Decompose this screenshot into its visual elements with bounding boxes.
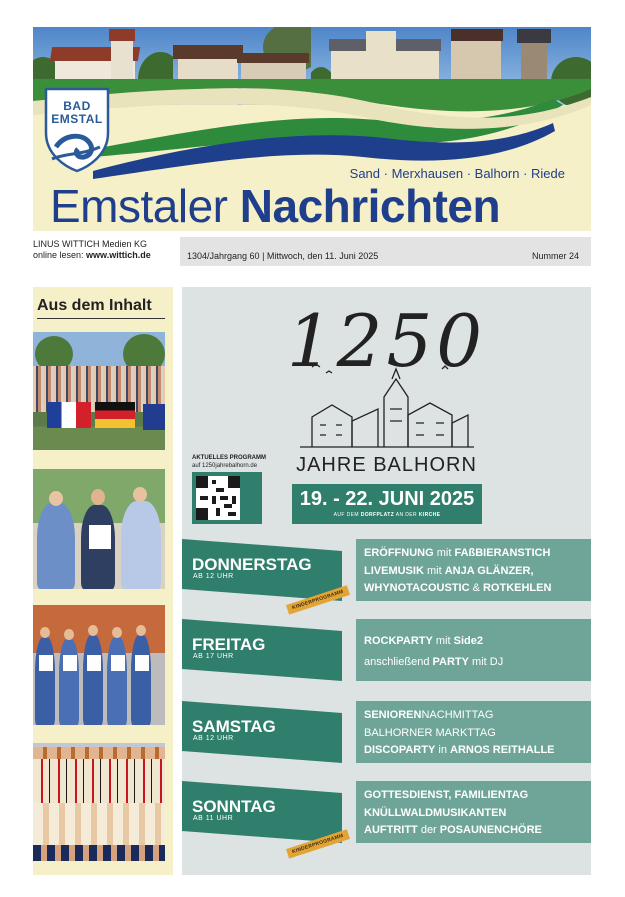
program-panel-thursday — [356, 539, 591, 601]
photo-children-certificates[interactable] — [33, 605, 165, 725]
day-time-sunday: AB 11 UHR — [193, 815, 234, 822]
publisher-name: LINUS WITTICH Medien KG — [33, 239, 148, 249]
day-time-friday: AB 17 UHR — [193, 653, 234, 660]
act-line: DISCOPARTY in ARNOS REITHALLE — [364, 744, 555, 756]
bad-emstal-crest — [42, 85, 112, 173]
festival-dates: 19. - 22. JUNI 2025 — [299, 488, 475, 510]
act-line: GOTTESDIENST, FAMILIENTAG — [364, 789, 529, 801]
photo-crowd-flags[interactable] — [33, 332, 165, 450]
festival-venue — [292, 512, 482, 518]
day-row-friday — [182, 619, 591, 681]
photo-award-ceremony[interactable] — [33, 469, 165, 589]
program-panel-friday — [356, 619, 591, 681]
contents-title: Aus dem Inhalt — [37, 297, 165, 319]
crest-name-emstal: EMSTAL — [51, 112, 103, 126]
photo-girls-team[interactable] — [33, 743, 165, 861]
act-line: anschließend PARTY mit DJ — [364, 656, 504, 668]
qr-code-box[interactable] — [192, 472, 262, 524]
act-line: WHYNOTACOUSTIC & ROTKEHLEN — [364, 582, 552, 594]
online-label: online lesen: — [33, 250, 87, 260]
district-names: Sand · Merxhausen · Balhorn · Riede — [349, 166, 565, 181]
newspaper-title — [50, 182, 500, 230]
day-name-sunday: SONNTAG — [192, 797, 276, 816]
flag-europe-icon — [143, 404, 165, 430]
program-panel-saturday — [356, 701, 591, 763]
flag-france-icon — [47, 402, 91, 428]
venue-church: KIRCHE — [418, 512, 441, 518]
certificates-row-icon — [39, 655, 149, 671]
balhorn-festival-poster — [182, 287, 591, 875]
day-name-saturday: SAMSTAG — [192, 717, 276, 736]
masthead — [33, 27, 591, 231]
festival-dates-box — [292, 484, 482, 524]
venue-prefix: AUF DEM — [333, 512, 361, 518]
issue-info-bar — [33, 237, 591, 266]
issue-date: 1304/Jahrgang 60 | Mittwoch, den 11. Juni 2025 — [187, 251, 379, 261]
balhorn-town-sketch-icon — [292, 359, 482, 451]
day-row-thursday — [182, 539, 591, 612]
program-url[interactable]: auf 1250jahrebalhorn.de — [192, 463, 258, 469]
act-line: ERÖFFNUNG mit FAßBIERANSTICH — [364, 547, 551, 559]
act-line: AUFTRITT der POSAUNENCHÖRE — [364, 824, 542, 836]
act-line: SENIORENNACHMITTAG — [364, 709, 494, 721]
day-time-saturday: AB 12 UHR — [193, 735, 234, 742]
crest-name-bad: BAD — [63, 99, 91, 113]
program-label: AKTUELLES PROGRAMM — [192, 455, 266, 461]
issue-number: Nummer 24 — [531, 251, 579, 261]
title-part-nachrichten: Nachrichten — [239, 180, 501, 231]
venue-mid: AN DER — [394, 512, 419, 518]
publisher-block — [33, 239, 178, 261]
act-line: ROCKPARTY mit Side2 — [364, 635, 483, 647]
qr-code-icon[interactable] — [196, 476, 240, 520]
day-name-thursday: DONNERSTAG — [192, 555, 312, 574]
day-time-thursday: AB 12 UHR — [193, 573, 234, 580]
anniversary-subtitle: JAHRE BALHORN — [296, 454, 477, 476]
title-part-emstaler: Emstaler — [50, 180, 240, 231]
act-line: LIVEMUSIK mit ANJA GLÄNZER, — [364, 565, 534, 577]
online-read-line — [33, 250, 178, 261]
issue-band — [180, 237, 591, 266]
anniversary-year: 1250 — [286, 299, 487, 383]
online-url-link[interactable]: www.wittich.de — [86, 250, 151, 260]
kids-program-badge: KINDERPROGRAMM — [286, 585, 350, 614]
venue-square: DORFPLATZ — [360, 512, 395, 518]
act-line: BALHORNER MARKTTAG — [364, 727, 496, 739]
contents-sidebar — [33, 287, 173, 875]
day-name-friday: FREITAG — [192, 635, 266, 654]
act-line: KNÜLLWALDMUSIKANTEN — [364, 807, 507, 819]
day-row-saturday — [182, 701, 591, 763]
kids-program-badge: KINDERPROGRAMM — [286, 829, 350, 858]
program-panel-sunday — [356, 781, 591, 843]
day-row-sunday — [182, 781, 591, 856]
flag-germany-icon — [95, 402, 135, 428]
certificate-icon — [89, 525, 111, 549]
